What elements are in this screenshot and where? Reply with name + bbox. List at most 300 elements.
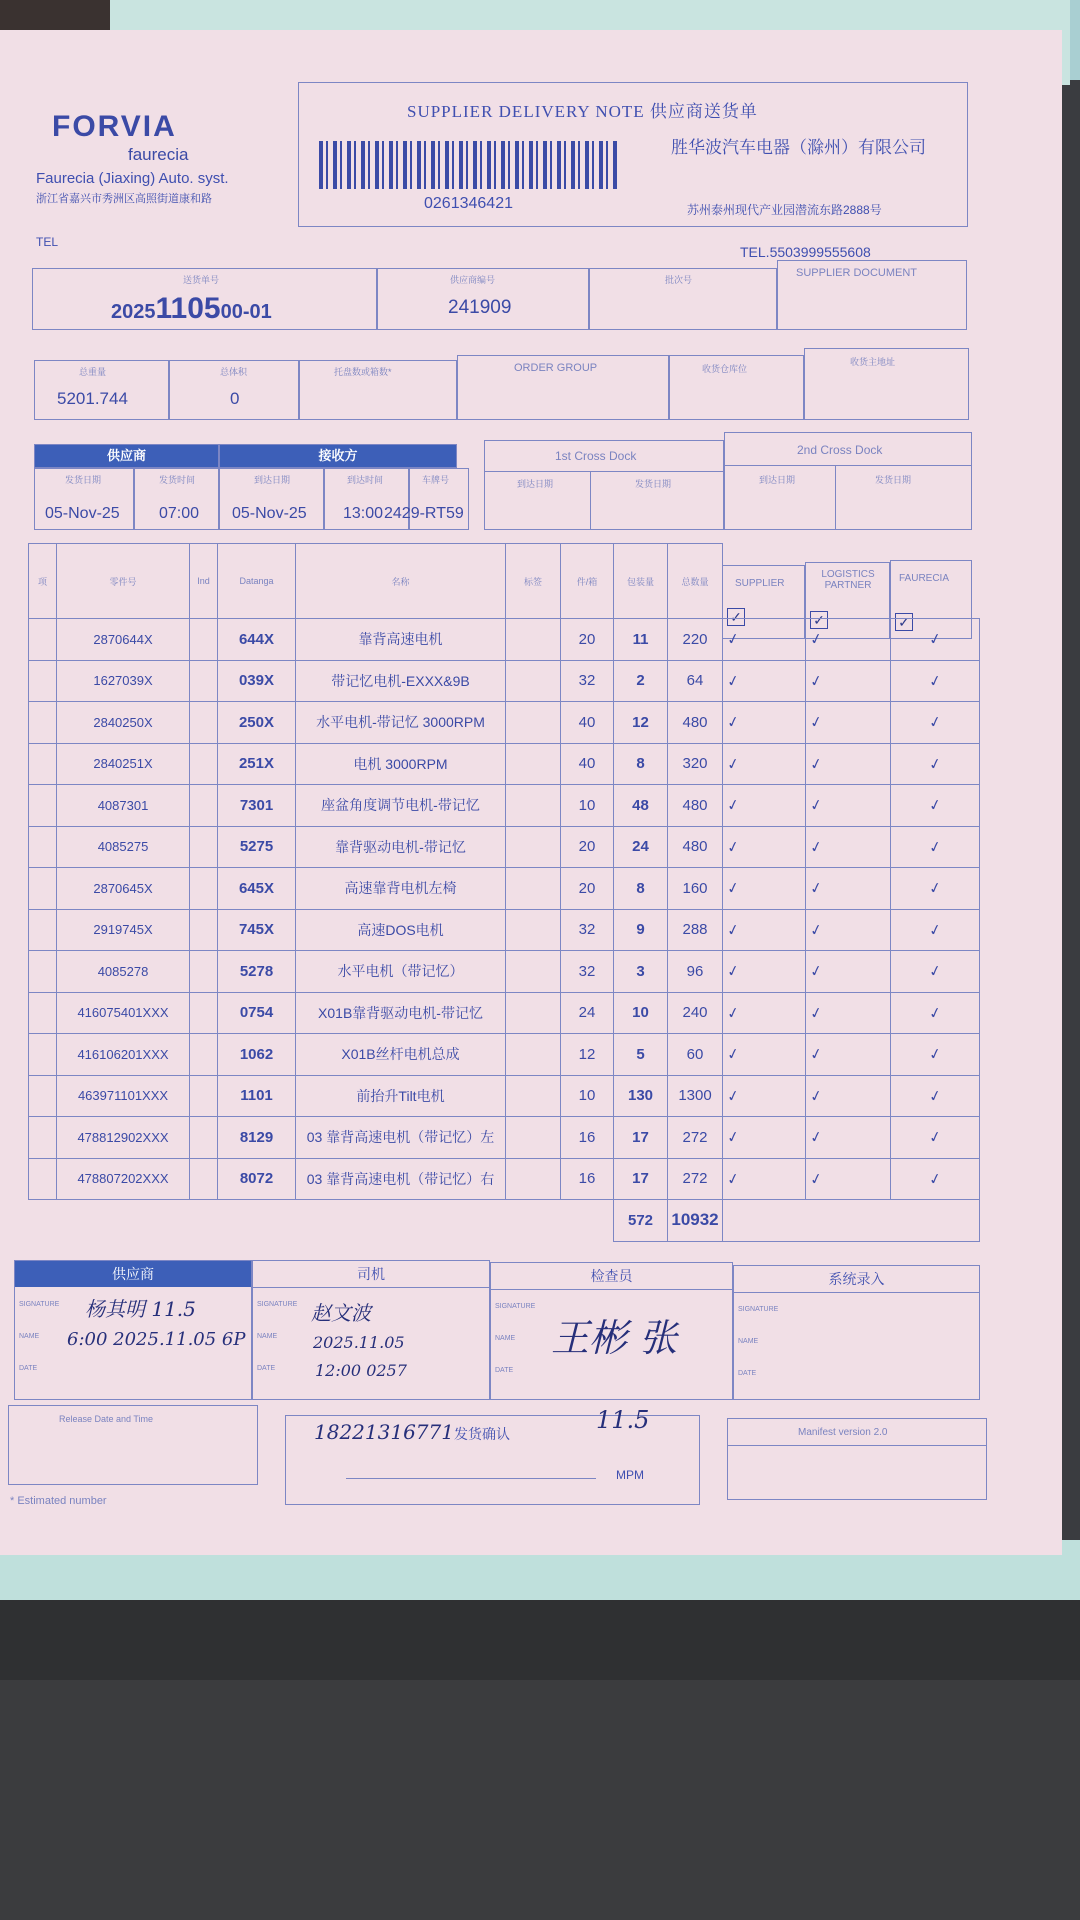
receiving-address-cell bbox=[804, 348, 969, 420]
col-index: 项 bbox=[29, 544, 57, 619]
col-name: 名称 bbox=[296, 544, 506, 619]
logistics-check bbox=[806, 868, 891, 910]
logistics-check bbox=[806, 826, 891, 868]
label bbox=[506, 785, 561, 827]
check-mark-icon: ✓ bbox=[725, 962, 742, 982]
row-index bbox=[29, 1117, 57, 1159]
datanga-code: 5275 bbox=[218, 826, 296, 868]
row-index bbox=[29, 660, 57, 702]
driver-handwritten-time: 12:00 0257 bbox=[315, 1361, 407, 1380]
item-name: 03 靠背高速电机（带记忆）左 bbox=[296, 1117, 506, 1159]
item-name: 电机 3000RPM bbox=[296, 743, 506, 785]
supplier-handwritten-signature: 杨其明 11.5 bbox=[85, 1297, 196, 1321]
total-qty: 1300 bbox=[668, 1075, 723, 1117]
check-mark-icon: ✓ bbox=[808, 630, 825, 650]
logistics-check-label: LOGISTICS PARTNER bbox=[821, 569, 875, 591]
supplier-code-label: 供应商编号 bbox=[450, 275, 496, 285]
table-row bbox=[29, 951, 980, 993]
receiving-address-label: 收货主地址 bbox=[850, 357, 896, 367]
label bbox=[506, 909, 561, 951]
driver-name-label: NAME bbox=[257, 1333, 278, 1340]
supplier-check bbox=[723, 702, 806, 744]
table-row bbox=[29, 1117, 980, 1159]
supplier-check bbox=[723, 951, 806, 993]
item-name: 带记忆电机-EXXX&9B bbox=[296, 660, 506, 702]
system-entry-box bbox=[733, 1265, 980, 1400]
check-mark-icon: ✓ bbox=[808, 837, 825, 857]
faurecia-check bbox=[891, 951, 980, 993]
checkbox-icon: ✓ bbox=[895, 613, 913, 631]
logistics-check bbox=[806, 1034, 891, 1076]
check-mark-icon: ✓ bbox=[808, 796, 825, 816]
total-qty: 240 bbox=[668, 992, 723, 1034]
faurecia-check bbox=[891, 909, 980, 951]
item-name: 前抬升Tilt电机 bbox=[296, 1075, 506, 1117]
inspector-date-label: DATE bbox=[495, 1367, 514, 1374]
inspector-signature-box bbox=[490, 1262, 733, 1400]
supplier-check bbox=[723, 743, 806, 785]
total-qty: 320 bbox=[668, 743, 723, 785]
check-mark-icon: ✓ bbox=[725, 920, 742, 940]
inspector-signature-header: 检查员 bbox=[491, 1263, 732, 1290]
ind bbox=[190, 1034, 218, 1076]
faurecia-check bbox=[891, 743, 980, 785]
barcode-number: 0261346421 bbox=[424, 195, 513, 212]
datanga-code: 745X bbox=[218, 909, 296, 951]
package-qty: 11 bbox=[614, 619, 668, 661]
package-qty: 24 bbox=[614, 826, 668, 868]
check-mark-icon: ✓ bbox=[725, 879, 742, 899]
logistics-check bbox=[806, 951, 891, 993]
items-body bbox=[29, 619, 980, 1200]
faurecia-check bbox=[891, 619, 980, 661]
handwritten-phone: 18221316771 bbox=[314, 1420, 454, 1444]
supplier-tel: TEL.5503999555608 bbox=[740, 244, 871, 260]
item-name: X01B丝杆电机总成 bbox=[296, 1034, 506, 1076]
label bbox=[506, 826, 561, 868]
volume-value: 0 bbox=[230, 389, 240, 408]
second-cross-dock-sub1: 到达日期 bbox=[759, 475, 796, 485]
item-name: 靠背高速电机 bbox=[296, 619, 506, 661]
supplier-check bbox=[723, 1117, 806, 1159]
release-date-label: Release Date and Time bbox=[59, 1414, 154, 1424]
label bbox=[506, 1117, 561, 1159]
background-seat bbox=[0, 1680, 1080, 1920]
logistics-check bbox=[806, 909, 891, 951]
driver-signature-box bbox=[252, 1260, 490, 1400]
faurecia-check-label: FAURECIA bbox=[899, 573, 950, 584]
check-mark-icon: ✓ bbox=[725, 1086, 742, 1106]
volume-label: 总体积 bbox=[220, 367, 248, 377]
package-qty: 8 bbox=[614, 743, 668, 785]
supplier-document-label: SUPPLIER DOCUMENT bbox=[796, 267, 918, 279]
per-box: 20 bbox=[561, 619, 614, 661]
plate-label: 车牌号 bbox=[422, 475, 450, 485]
first-cross-dock-sub1: 到达日期 bbox=[517, 479, 554, 489]
item-name: 水平电机-带记忆 3000RPM bbox=[296, 702, 506, 744]
check-mark-icon: ✓ bbox=[808, 879, 825, 899]
table-row bbox=[29, 702, 980, 744]
ship-date-value: 05-Nov-25 bbox=[45, 505, 120, 522]
faurecia-check bbox=[891, 1117, 980, 1159]
check-mark-icon: ✓ bbox=[927, 1003, 944, 1023]
check-mark-icon: ✓ bbox=[808, 1128, 825, 1148]
total-qty: 220 bbox=[668, 619, 723, 661]
faurecia-check bbox=[891, 868, 980, 910]
ship-time-label: 发货时间 bbox=[159, 475, 196, 485]
row-index bbox=[29, 743, 57, 785]
check-mark-icon: ✓ bbox=[927, 879, 944, 899]
receiving-location-label: 收货仓库位 bbox=[702, 364, 748, 374]
check-mark-icon: ✓ bbox=[725, 1169, 742, 1189]
datanga-code: 250X bbox=[218, 702, 296, 744]
supplier-check bbox=[723, 909, 806, 951]
check-mark-icon: ✓ bbox=[927, 1169, 944, 1189]
weight-cell bbox=[34, 360, 169, 420]
forvia-logo: FORVIA bbox=[52, 110, 177, 143]
check-mark-icon: ✓ bbox=[927, 962, 944, 982]
check-mark-icon: ✓ bbox=[725, 1003, 742, 1023]
arrival-date-cell bbox=[219, 468, 324, 530]
datanga-code: 251X bbox=[218, 743, 296, 785]
col-part-number: 零件号 bbox=[57, 544, 190, 619]
ind bbox=[190, 992, 218, 1034]
ind bbox=[190, 1075, 218, 1117]
table-row bbox=[29, 660, 980, 702]
batch-label: 批次号 bbox=[665, 275, 693, 285]
delivery-note-sheet bbox=[0, 30, 1062, 1555]
per-box: 10 bbox=[561, 1075, 614, 1117]
check-mark-icon: ✓ bbox=[808, 671, 825, 691]
receiver-header: 接收方 bbox=[219, 444, 457, 468]
supplier-check bbox=[723, 992, 806, 1034]
item-name: 座盆角度调节电机-带记忆 bbox=[296, 785, 506, 827]
total-qty: 272 bbox=[668, 1117, 723, 1159]
delivery-number-value bbox=[111, 292, 272, 326]
manifest-box bbox=[727, 1418, 987, 1500]
per-box: 12 bbox=[561, 1034, 614, 1076]
delivery-number-label: 送货单号 bbox=[183, 275, 220, 285]
part-number: 4087301 bbox=[57, 785, 190, 827]
package-qty: 9 bbox=[614, 909, 668, 951]
row-index bbox=[29, 1158, 57, 1200]
col-per-box: 件/箱 bbox=[561, 544, 614, 619]
item-name: 03 靠背高速电机（带记忆）右 bbox=[296, 1158, 506, 1200]
check-mark-icon: ✓ bbox=[927, 713, 944, 733]
check-mark-icon: ✓ bbox=[725, 713, 742, 733]
logistics-check bbox=[806, 1075, 891, 1117]
second-cross-dock-sub2: 发货日期 bbox=[875, 475, 912, 485]
table-row bbox=[29, 1158, 980, 1200]
total-qty: 160 bbox=[668, 868, 723, 910]
datanga-code: 7301 bbox=[218, 785, 296, 827]
faurecia-check bbox=[891, 1158, 980, 1200]
label bbox=[506, 743, 561, 785]
label bbox=[506, 1158, 561, 1200]
check-mark-icon: ✓ bbox=[808, 1003, 825, 1023]
faurecia-check bbox=[891, 702, 980, 744]
check-mark-icon: ✓ bbox=[725, 1128, 742, 1148]
datanga-code: 1101 bbox=[218, 1075, 296, 1117]
supplier-check bbox=[723, 660, 806, 702]
total-qty: 480 bbox=[668, 785, 723, 827]
check-mark-icon: ✓ bbox=[808, 920, 825, 940]
manifest-version-label: Manifest version 2.0 bbox=[798, 1427, 888, 1438]
col-faurecia-check bbox=[891, 544, 980, 619]
supplier-date-label: DATE bbox=[19, 1365, 38, 1372]
logistics-check bbox=[806, 702, 891, 744]
label bbox=[506, 868, 561, 910]
check-mark-icon: ✓ bbox=[725, 630, 742, 650]
col-label: 标签 bbox=[506, 544, 561, 619]
pallets-cell bbox=[299, 360, 457, 420]
part-number: 416106201XXX bbox=[57, 1034, 190, 1076]
datanga-code: 8129 bbox=[218, 1117, 296, 1159]
ind bbox=[190, 1117, 218, 1159]
col-datanga: Datanga bbox=[218, 544, 296, 619]
table-row bbox=[29, 743, 980, 785]
part-number: 2870644X bbox=[57, 619, 190, 661]
check-mark-icon: ✓ bbox=[927, 671, 944, 691]
col-logistics-check bbox=[806, 544, 891, 619]
totals-row bbox=[29, 1200, 980, 1242]
faurecia-check bbox=[891, 826, 980, 868]
package-qty: 3 bbox=[614, 951, 668, 993]
second-cross-dock-box bbox=[724, 432, 972, 530]
check-mark-icon: ✓ bbox=[725, 754, 742, 774]
first-cross-dock-label: 1st Cross Dock bbox=[555, 449, 637, 463]
per-box: 32 bbox=[561, 951, 614, 993]
driver-signature-header: 司机 bbox=[253, 1261, 489, 1288]
table-row bbox=[29, 909, 980, 951]
items-header-row bbox=[29, 544, 980, 619]
row-index bbox=[29, 992, 57, 1034]
check-mark-icon: ✓ bbox=[725, 1045, 742, 1065]
ship-date-label: 发货日期 bbox=[65, 475, 102, 485]
items-table bbox=[28, 543, 980, 1242]
handwritten-date: 11.5 bbox=[596, 1406, 650, 1434]
ship-date-cell bbox=[34, 468, 134, 530]
driver-handwritten-signature: 赵文波 bbox=[311, 1301, 371, 1325]
ind bbox=[190, 660, 218, 702]
entry-sig-label: SIGNATURE bbox=[738, 1306, 779, 1313]
weight-value: 5201.744 bbox=[57, 389, 128, 408]
total-qty: 272 bbox=[668, 1158, 723, 1200]
logistics-check bbox=[806, 660, 891, 702]
label bbox=[506, 619, 561, 661]
total-qty: 64 bbox=[668, 660, 723, 702]
ind bbox=[190, 619, 218, 661]
per-box: 10 bbox=[561, 785, 614, 827]
logistics-check bbox=[806, 743, 891, 785]
company-tel-label: TEL bbox=[36, 235, 59, 249]
part-number: 2870645X bbox=[57, 868, 190, 910]
col-total-qty: 总数量 bbox=[668, 544, 723, 619]
check-mark-icon: ✓ bbox=[927, 1128, 944, 1148]
batch-cell bbox=[589, 268, 777, 330]
part-number: 2840250X bbox=[57, 702, 190, 744]
total-qty: 10932 bbox=[668, 1200, 723, 1242]
ind bbox=[190, 785, 218, 827]
row-index bbox=[29, 1075, 57, 1117]
faurecia-check bbox=[891, 1034, 980, 1076]
arrival-time-label: 到达时间 bbox=[347, 475, 384, 485]
package-qty: 48 bbox=[614, 785, 668, 827]
check-mark-icon: ✓ bbox=[808, 754, 825, 774]
per-box: 20 bbox=[561, 826, 614, 868]
per-box: 16 bbox=[561, 1117, 614, 1159]
total-qty: 480 bbox=[668, 702, 723, 744]
estimated-note: * Estimated number bbox=[10, 1495, 107, 1507]
logistics-check bbox=[806, 992, 891, 1034]
package-qty: 12 bbox=[614, 702, 668, 744]
datanga-code: 8072 bbox=[218, 1158, 296, 1200]
barcode bbox=[319, 141, 619, 189]
per-box: 16 bbox=[561, 1158, 614, 1200]
plate-value: 2429-RT59 bbox=[384, 505, 464, 522]
datanga-code: 645X bbox=[218, 868, 296, 910]
item-name: 高速靠背电机左椅 bbox=[296, 868, 506, 910]
row-index bbox=[29, 619, 57, 661]
row-index bbox=[29, 702, 57, 744]
driver-sig-label: SIGNATURE bbox=[257, 1301, 298, 1308]
receiving-location-cell bbox=[669, 355, 804, 420]
label bbox=[506, 992, 561, 1034]
ind bbox=[190, 909, 218, 951]
datanga-code: 039X bbox=[218, 660, 296, 702]
arrival-date-label: 到达日期 bbox=[254, 475, 291, 485]
supplier-name: 胜华波汽车电器（滁州）有限公司 bbox=[671, 138, 926, 157]
package-qty: 17 bbox=[614, 1158, 668, 1200]
part-number: 478807202XXX bbox=[57, 1158, 190, 1200]
row-index bbox=[29, 1034, 57, 1076]
delivery-number-prefix: 2025 bbox=[111, 301, 156, 323]
check-mark-icon: ✓ bbox=[808, 962, 825, 982]
label bbox=[506, 1034, 561, 1076]
supplier-code-value: 241909 bbox=[448, 297, 512, 318]
ind bbox=[190, 868, 218, 910]
logistics-check bbox=[806, 1158, 891, 1200]
check-mark-icon: ✓ bbox=[725, 671, 742, 691]
note-header-box bbox=[298, 82, 968, 227]
check-mark-icon: ✓ bbox=[808, 1086, 825, 1106]
datanga-code: 5278 bbox=[218, 951, 296, 993]
faurecia-check bbox=[891, 785, 980, 827]
supplier-check bbox=[723, 1034, 806, 1076]
logistics-check bbox=[806, 785, 891, 827]
row-index bbox=[29, 868, 57, 910]
per-box: 40 bbox=[561, 743, 614, 785]
part-number: 1627039X bbox=[57, 660, 190, 702]
item-name: X01B靠背驱动电机-带记忆 bbox=[296, 992, 506, 1034]
label bbox=[506, 660, 561, 702]
package-qty: 2 bbox=[614, 660, 668, 702]
driver-date-label: DATE bbox=[257, 1365, 276, 1372]
item-name: 高速DOS电机 bbox=[296, 909, 506, 951]
inspector-handwritten-signature: 王彬 张 bbox=[551, 1316, 678, 1360]
table-row bbox=[29, 1075, 980, 1117]
total-qty: 96 bbox=[668, 951, 723, 993]
entry-date-label: DATE bbox=[738, 1370, 757, 1377]
check-mark-icon: ✓ bbox=[725, 837, 742, 857]
supplier-check bbox=[723, 1158, 806, 1200]
package-qty: 10 bbox=[614, 992, 668, 1034]
supplier-address: 苏州泰州现代产业园潜流东路2888号 bbox=[687, 203, 882, 217]
row-index bbox=[29, 951, 57, 993]
mpm-label: MPM bbox=[616, 1468, 644, 1482]
part-number: 2840251X bbox=[57, 743, 190, 785]
label bbox=[506, 702, 561, 744]
part-number: 2919745X bbox=[57, 909, 190, 951]
check-mark-icon: ✓ bbox=[927, 1086, 944, 1106]
faurecia-check bbox=[891, 1075, 980, 1117]
company-name: Faurecia (Jiaxing) Auto. syst. bbox=[36, 170, 229, 187]
note-title: SUPPLIER DELIVERY NOTE 供应商送货单 bbox=[407, 102, 758, 121]
release-date-box bbox=[8, 1405, 258, 1485]
check-mark-icon: ✓ bbox=[725, 796, 742, 816]
entry-name-label: NAME bbox=[738, 1338, 759, 1345]
part-number: 478812902XXX bbox=[57, 1117, 190, 1159]
check-mark-icon: ✓ bbox=[927, 754, 944, 774]
supplier-header: 供应商 bbox=[34, 444, 219, 468]
inspector-name-label: NAME bbox=[495, 1335, 516, 1342]
driver-handwritten-date: 2025.11.05 bbox=[313, 1333, 405, 1352]
supplier-signature-header: 供应商 bbox=[15, 1261, 251, 1287]
ind bbox=[190, 826, 218, 868]
order-group-cell bbox=[457, 355, 669, 420]
delivery-number-big: 1105 bbox=[155, 292, 221, 325]
company-address: 浙江省嘉兴市秀洲区高照街道康和路 bbox=[36, 193, 212, 205]
weight-label: 总重量 bbox=[79, 367, 107, 377]
check-mark-icon: ✓ bbox=[808, 1169, 825, 1189]
ind bbox=[190, 702, 218, 744]
arrival-date-value: 05-Nov-25 bbox=[232, 505, 307, 522]
inspector-sig-label: SIGNATURE bbox=[495, 1303, 536, 1310]
delivery-number-cell bbox=[32, 268, 377, 330]
package-qty: 17 bbox=[614, 1117, 668, 1159]
part-number: 463971101XXX bbox=[57, 1075, 190, 1117]
faurecia-check bbox=[891, 660, 980, 702]
first-cross-dock-box bbox=[484, 440, 724, 530]
part-number: 416075401XXX bbox=[57, 992, 190, 1034]
total-qty: 480 bbox=[668, 826, 723, 868]
ind bbox=[190, 1158, 218, 1200]
logistics-check bbox=[806, 1117, 891, 1159]
supplier-check bbox=[723, 619, 806, 661]
faurecia-logo: faurecia bbox=[128, 145, 189, 164]
item-name: 靠背驱动电机-带记忆 bbox=[296, 826, 506, 868]
table-row bbox=[29, 826, 980, 868]
datanga-code: 644X bbox=[218, 619, 296, 661]
check-mark-icon: ✓ bbox=[927, 837, 944, 857]
mpm-box bbox=[285, 1406, 700, 1505]
first-cross-dock-sub2: 发货日期 bbox=[635, 479, 672, 489]
datanga-code: 1062 bbox=[218, 1034, 296, 1076]
table-row bbox=[29, 619, 980, 661]
order-group-label: ORDER GROUP bbox=[514, 362, 598, 374]
supplier-handwritten-date: 6:00 2025.11.05 6P bbox=[67, 1329, 246, 1350]
check-mark-icon: ✓ bbox=[927, 796, 944, 816]
second-cross-dock-label: 2nd Cross Dock bbox=[797, 443, 883, 457]
ship-time-cell bbox=[134, 468, 219, 530]
row-index bbox=[29, 785, 57, 827]
table-row bbox=[29, 785, 980, 827]
row-index bbox=[29, 826, 57, 868]
total-qty: 60 bbox=[668, 1034, 723, 1076]
check-mark-icon: ✓ bbox=[808, 1045, 825, 1065]
total-package-qty: 572 bbox=[614, 1200, 668, 1242]
table-row bbox=[29, 992, 980, 1034]
